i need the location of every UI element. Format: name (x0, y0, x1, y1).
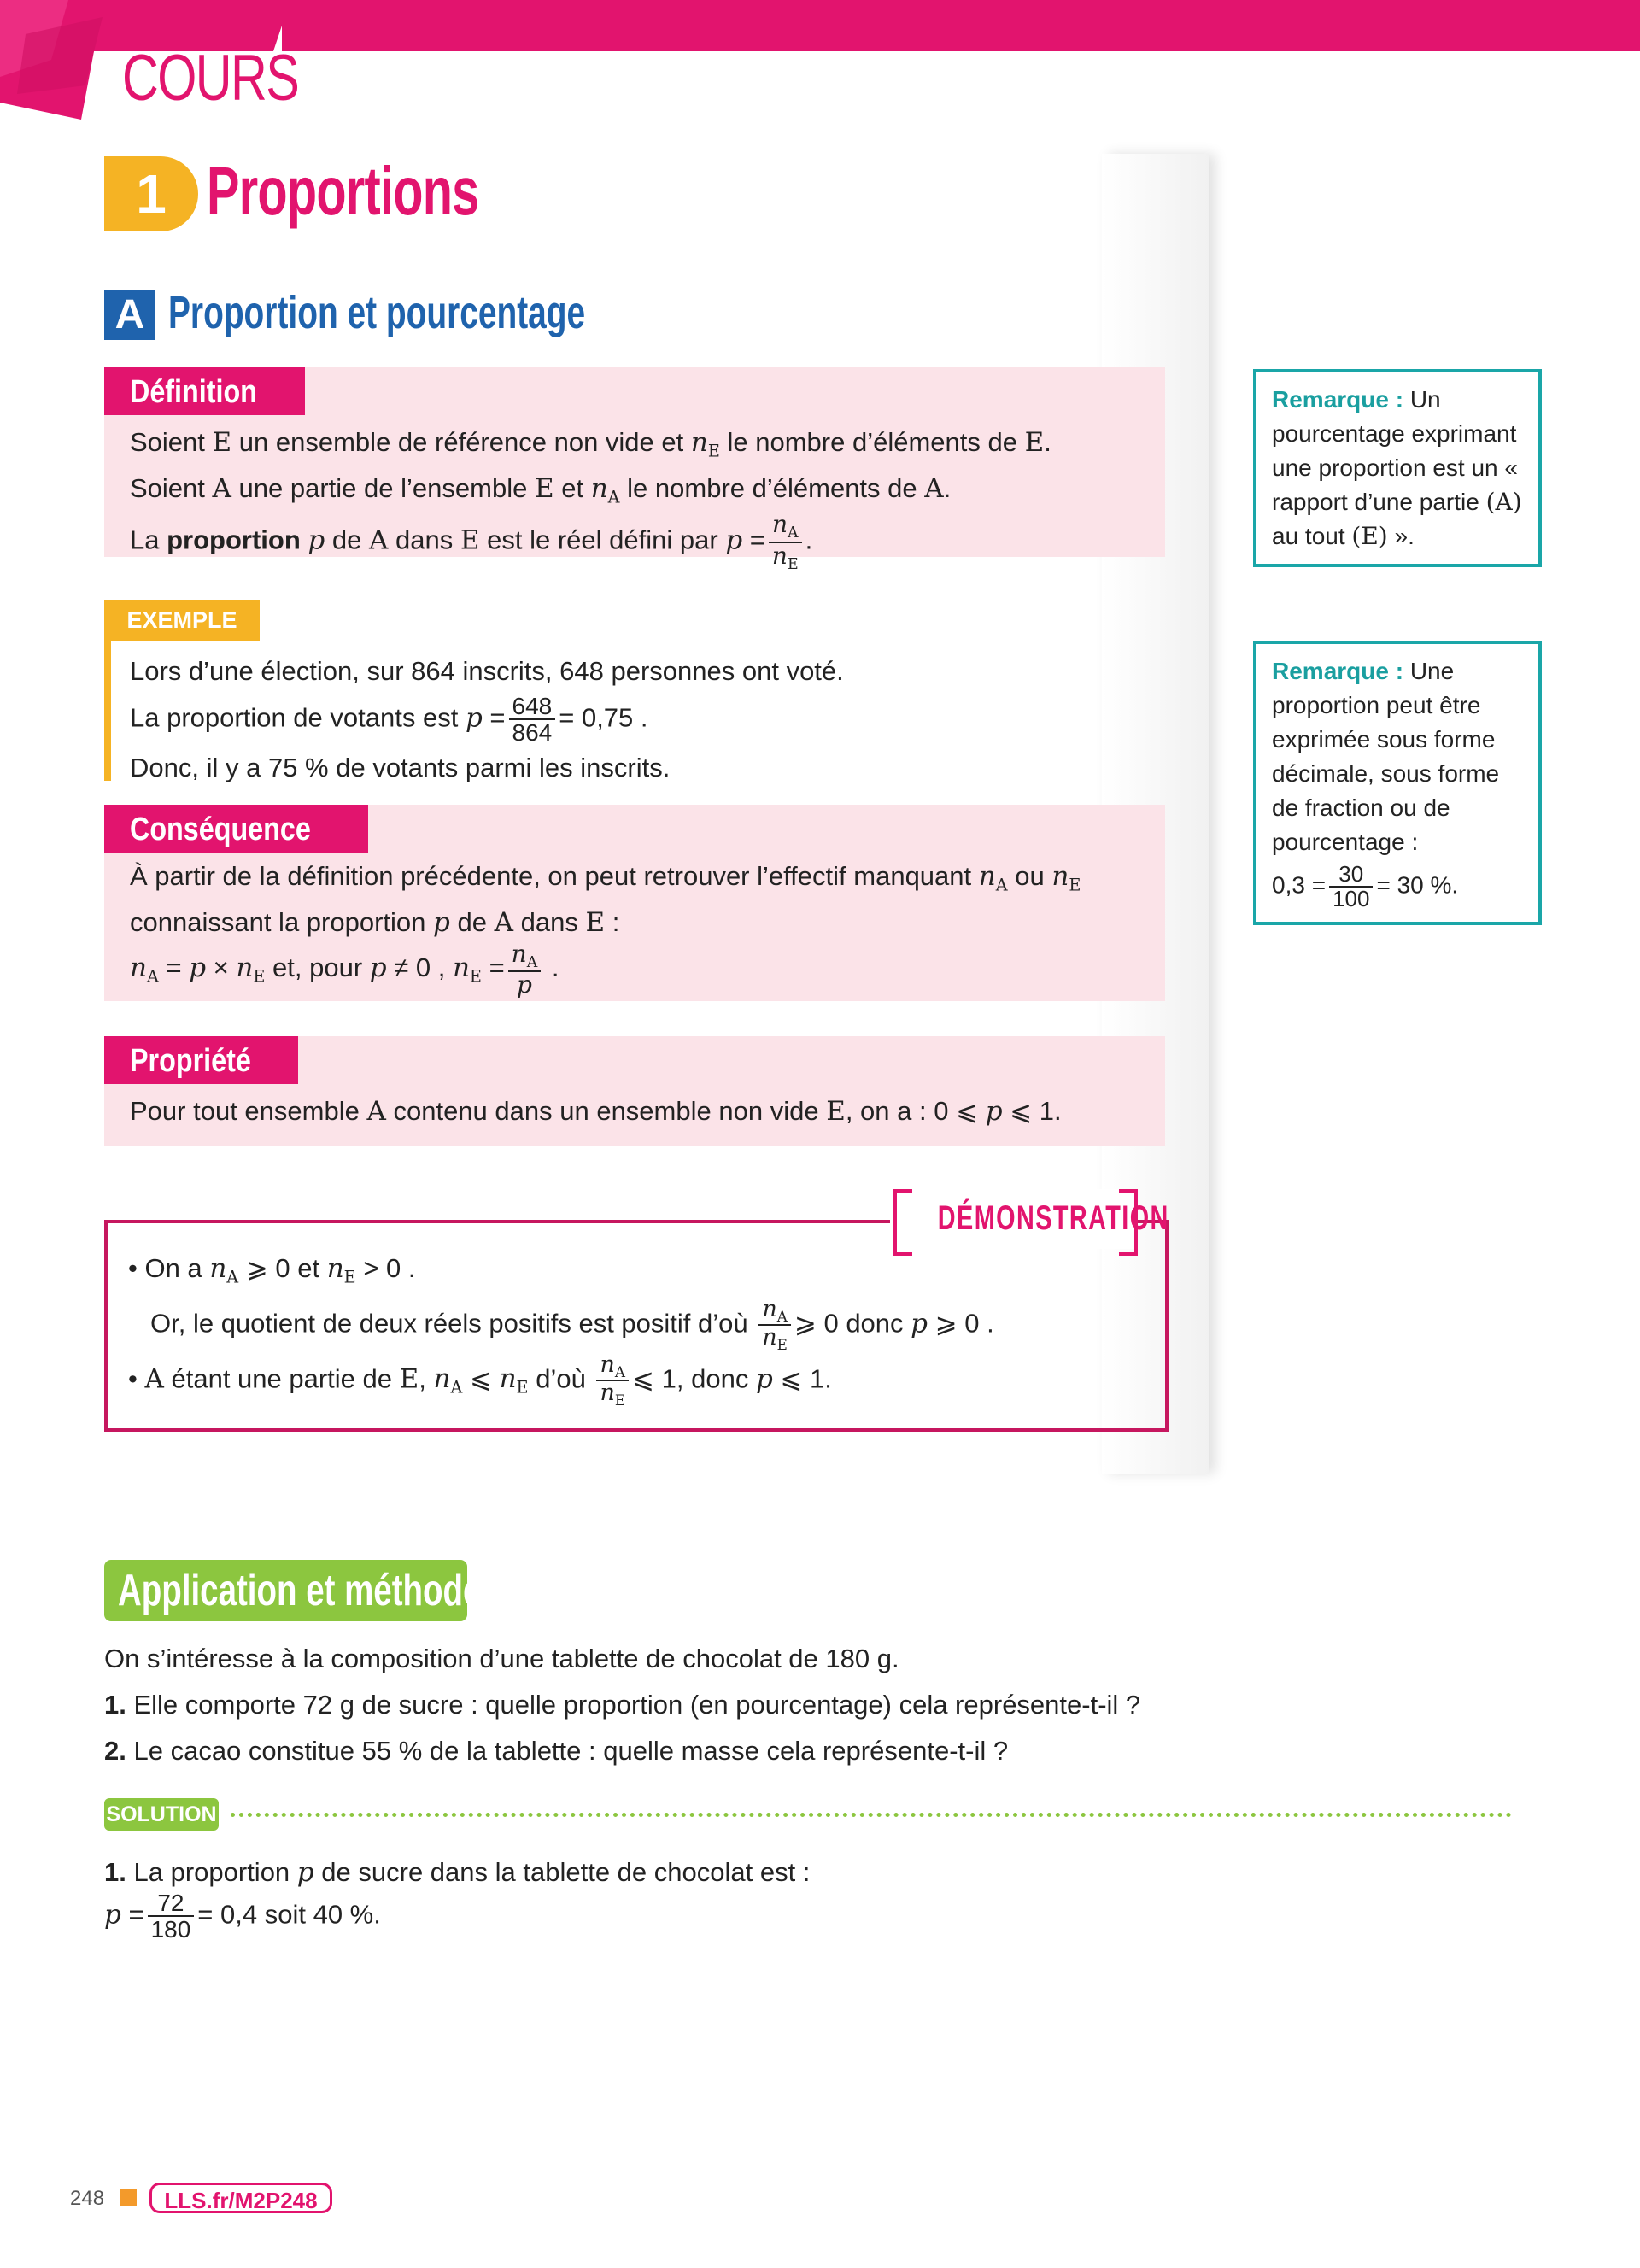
solution-tag: SOLUTION (104, 1798, 219, 1831)
solution-divider (231, 1813, 1512, 1817)
example-tag: EXEMPLE (104, 600, 260, 641)
page-marker (120, 2189, 137, 2206)
top-banner (282, 0, 1640, 51)
chapter-label: COURS (122, 42, 299, 114)
consequence-text: À partir de la définition précédente, on peut retrouver l’effectif manquant $n_A$ ou $n_E$ connaissant la proportion p de A dans E : $n_A = p \times n_E$ et, pour p ≠ 0 , $n_E$ = $\frac{n_A}{p}$ . (130, 861, 1081, 999)
demonstration-text: • On a $n_A$ ⩾ 0 et $n_E > 0$ . Or, le quotient de deux réels positifs est positif d’où $\frac{n_A}{n_E}$ ⩾ 0 donc p ⩾ 0 . • A étant une partie de E, $n_A$ ⩽ $n_E$ d’où $\frac{n_A}{n_E}$ ⩽ 1, donc p ⩽ 1. (128, 1253, 994, 1409)
solution-text: 1. La proportion p de sucre dans la tablette de chocolat est : p = $\frac{72}{180}$ = 0,4 soit 40 %. (104, 1857, 811, 1943)
definition-tag: Définition (104, 367, 305, 415)
subsection-title: Proportion et pourcentage (168, 287, 586, 338)
example-text: Lors d’une élection, sur 864 inscrits, 648 personnes ont voté. La proportion de votants est p = $\frac{648}{864}$ = 0,75 . Donc, il y a 75 % de votants parmi les inscrits. (130, 656, 844, 782)
demonstration-label: DÉMONSTRATION (890, 1189, 1138, 1249)
definition-text: Soient E un ensemble de référence non vide et $n_E$ le nombre d’éléments de E. Soient A une partie de l’ensemble E et $n_A$ le nombre d’éléments de A. La proportion p de A dans E est le réel défini par p = $\frac{n_A}{n_E}$ . (130, 427, 1051, 573)
section-number: 1 (104, 156, 198, 231)
resource-link[interactable]: LLS.fr/M2P248 (149, 2183, 332, 2213)
remark-box-1: Remarque : Un pourcentage exprimant une proportion est un « rapport d’une partie (A) au tout (E) ». (1253, 369, 1542, 567)
subsection-letter: A (104, 290, 155, 340)
property-box (104, 1036, 1165, 1146)
application-text: On s’intéresse à la composition d’une tablette de chocolat de 180 g. 1. Elle comporte 72 g de sucre : quelle proportion (en pourcentage) cela représente-t-il ? 2. Le cacao constitue 55 % de la tablette : quelle masse cela représente-t-il ? (104, 1644, 1141, 1766)
section-title: Proportions (207, 153, 479, 229)
property-text: Pour tout ensemble A contenu dans un ensemble non vide E, on a : 0 ⩽ p ⩽ 1. (130, 1096, 1062, 1127)
application-title: Application et méthode (104, 1560, 467, 1621)
consequence-tag: Conséquence (104, 805, 368, 853)
consequence-box (104, 805, 1165, 1001)
page-number: 248 (70, 2187, 105, 2210)
property-tag: Propriété (104, 1036, 298, 1084)
remark-box-2: Remarque : Une proportion peut être exprimée sous forme décimale, sous forme de fraction ou de pourcentage : 0,3 = $\frac{30}{100}$ = 30 %. (1253, 641, 1542, 925)
definition-box (104, 367, 1165, 573)
